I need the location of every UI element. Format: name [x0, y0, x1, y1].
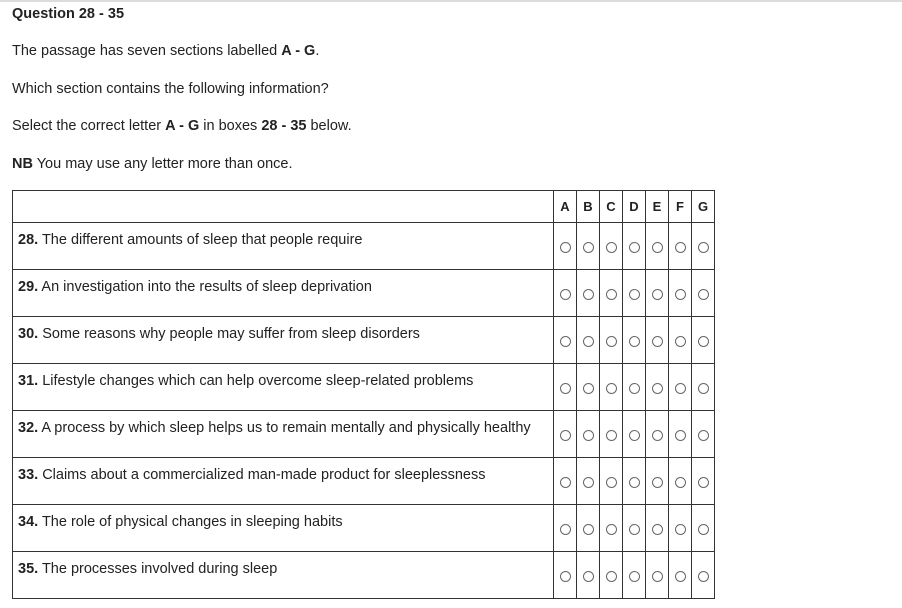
radio-b[interactable] — [583, 477, 594, 488]
letter-header-e: E — [646, 191, 669, 223]
radio-e[interactable] — [652, 383, 663, 394]
instructions-block — [12, 5, 892, 173]
radio-c[interactable] — [606, 336, 617, 347]
radio-b[interactable] — [583, 524, 594, 535]
grid-header-row — [13, 191, 715, 223]
radio-d[interactable] — [629, 524, 640, 535]
radio-g[interactable] — [698, 336, 709, 347]
answer-cell[interactable] — [646, 411, 669, 458]
answer-cell[interactable] — [669, 223, 692, 270]
answer-cell[interactable] — [692, 317, 715, 364]
radio-d[interactable] — [629, 477, 640, 488]
radio-a[interactable] — [560, 336, 571, 347]
answer-cell[interactable] — [554, 505, 577, 552]
question-row — [13, 458, 715, 505]
question-column-header — [13, 191, 554, 223]
radio-e[interactable] — [652, 571, 663, 582]
radio-f[interactable] — [675, 477, 686, 488]
answer-cell[interactable] — [623, 270, 646, 317]
radio-c[interactable] — [606, 383, 617, 394]
answer-cell[interactable] — [554, 364, 577, 411]
radio-g[interactable] — [698, 524, 709, 535]
answer-cell[interactable] — [554, 223, 577, 270]
letter-header-c: C — [600, 191, 623, 223]
answer-cell[interactable] — [646, 458, 669, 505]
answer-cell[interactable] — [646, 317, 669, 364]
radio-e[interactable] — [652, 289, 663, 300]
question-row — [13, 505, 715, 552]
question-text: The different amounts of sleep that people require — [38, 232, 363, 248]
answer-cell[interactable] — [600, 458, 623, 505]
letter-header-d: D — [623, 191, 646, 223]
radio-a[interactable] — [560, 477, 571, 488]
matching-grid — [12, 190, 715, 599]
question-text: The processes involved during sleep — [38, 561, 278, 577]
radio-c[interactable] — [606, 571, 617, 582]
answer-cell[interactable] — [577, 458, 600, 505]
radio-e[interactable] — [652, 336, 663, 347]
question-text: An investigation into the results of sleep deprivation — [38, 279, 372, 295]
answer-cell[interactable] — [646, 552, 669, 599]
radio-e[interactable] — [652, 242, 663, 253]
question-text: Lifestyle changes which can help overcome sleep-related problems — [38, 373, 474, 389]
radio-d[interactable] — [629, 289, 640, 300]
radio-b[interactable] — [583, 336, 594, 347]
letter-header-b: B — [577, 191, 600, 223]
answer-cell[interactable] — [669, 552, 692, 599]
answer-cell[interactable] — [692, 552, 715, 599]
question-text-cell — [13, 223, 554, 270]
question-text: A process by which sleep helps us to remain mentally and physically healthy — [38, 420, 531, 436]
radio-e[interactable] — [652, 477, 663, 488]
radio-e[interactable] — [652, 430, 663, 441]
radio-c[interactable] — [606, 242, 617, 253]
answer-cell[interactable] — [646, 270, 669, 317]
question-row — [13, 552, 715, 599]
question-text: Some reasons why people may suffer from sleep disorders — [38, 326, 420, 342]
answer-cell[interactable] — [669, 458, 692, 505]
radio-a[interactable] — [560, 242, 571, 253]
radio-b[interactable] — [583, 430, 594, 441]
answer-cell[interactable] — [554, 458, 577, 505]
radio-b[interactable] — [583, 571, 594, 582]
answer-cell[interactable] — [669, 317, 692, 364]
radio-c[interactable] — [606, 289, 617, 300]
radio-g[interactable] — [698, 289, 709, 300]
instruction-question: Which section contains the following information? — [12, 81, 329, 97]
radio-f[interactable] — [675, 336, 686, 347]
question-text: The role of physical changes in sleeping habits — [38, 514, 343, 530]
answer-cell[interactable] — [623, 364, 646, 411]
answer-cell[interactable] — [646, 364, 669, 411]
question-number: 28. — [18, 232, 39, 248]
question-text-cell — [13, 364, 554, 411]
answer-cell[interactable] — [577, 505, 600, 552]
radio-g[interactable] — [698, 242, 709, 253]
radio-e[interactable] — [652, 524, 663, 535]
radio-f[interactable] — [675, 383, 686, 394]
radio-f[interactable] — [675, 524, 686, 535]
letter-header-g: G — [692, 191, 715, 223]
radio-c[interactable] — [606, 524, 617, 535]
answer-cell[interactable] — [623, 411, 646, 458]
radio-f[interactable] — [675, 430, 686, 441]
radio-f[interactable] — [675, 571, 686, 582]
radio-d[interactable] — [629, 571, 640, 582]
answer-cell[interactable] — [554, 552, 577, 599]
answer-cell[interactable] — [577, 411, 600, 458]
question-row — [13, 411, 715, 458]
answer-cell[interactable] — [577, 223, 600, 270]
radio-a[interactable] — [560, 289, 571, 300]
question-row — [13, 223, 715, 270]
answer-cell[interactable] — [577, 317, 600, 364]
answer-cell[interactable] — [600, 317, 623, 364]
radio-c[interactable] — [606, 477, 617, 488]
question-text-cell — [13, 458, 554, 505]
question-text-cell — [13, 552, 554, 599]
answer-cell[interactable] — [623, 317, 646, 364]
question-row — [13, 317, 715, 364]
question-text-cell — [13, 270, 554, 317]
answer-cell[interactable] — [692, 270, 715, 317]
answer-cell[interactable] — [600, 270, 623, 317]
answer-cell[interactable] — [623, 552, 646, 599]
instruction-note: NB You may use any letter more than once. — [12, 156, 293, 172]
question-number: 35. — [18, 561, 39, 577]
answer-cell[interactable] — [692, 458, 715, 505]
answer-cell[interactable] — [600, 552, 623, 599]
answer-cell[interactable] — [623, 505, 646, 552]
question-range-title: Question 28 - 35 — [12, 6, 125, 22]
instruction-select: Select the correct letter A - G in boxes 28 - 35 below. — [12, 118, 352, 134]
radio-g[interactable] — [698, 383, 709, 394]
answer-cell[interactable] — [669, 270, 692, 317]
answer-cell[interactable] — [623, 458, 646, 505]
answer-cell[interactable] — [646, 223, 669, 270]
radio-a[interactable] — [560, 383, 571, 394]
answer-cell[interactable] — [577, 364, 600, 411]
question-number: 33. — [18, 467, 39, 483]
radio-b[interactable] — [583, 289, 594, 300]
answer-cell[interactable] — [669, 505, 692, 552]
answer-cell[interactable] — [577, 552, 600, 599]
radio-b[interactable] — [583, 383, 594, 394]
question-number: 32. — [18, 420, 39, 436]
question-number: 34. — [18, 514, 39, 530]
question-text: Claims about a commercialized man-made product for sleeplessness — [38, 467, 486, 483]
radio-d[interactable] — [629, 430, 640, 441]
answer-cell[interactable] — [577, 270, 600, 317]
answer-cell[interactable] — [692, 505, 715, 552]
answer-cell[interactable] — [692, 364, 715, 411]
radio-a[interactable] — [560, 571, 571, 582]
radio-d[interactable] — [629, 336, 640, 347]
question-text-cell — [13, 317, 554, 364]
answer-cell[interactable] — [623, 223, 646, 270]
question-number: 30. — [18, 326, 39, 342]
radio-a[interactable] — [560, 524, 571, 535]
answer-cell[interactable] — [600, 364, 623, 411]
radio-b[interactable] — [583, 242, 594, 253]
radio-a[interactable] — [560, 430, 571, 441]
question-number: 31. — [18, 373, 39, 389]
letter-header-a: A — [554, 191, 577, 223]
answer-cell[interactable] — [554, 270, 577, 317]
instruction-sections: The passage has seven sections labelled A - G. — [12, 43, 320, 59]
answer-cell[interactable] — [554, 317, 577, 364]
answer-cell[interactable] — [646, 505, 669, 552]
answer-cell[interactable] — [669, 364, 692, 411]
radio-d[interactable] — [629, 242, 640, 253]
question-row — [13, 270, 715, 317]
question-row — [13, 364, 715, 411]
answer-cell[interactable] — [669, 411, 692, 458]
answer-cell[interactable] — [692, 223, 715, 270]
answer-cell[interactable] — [600, 505, 623, 552]
answer-cell[interactable] — [600, 411, 623, 458]
radio-g[interactable] — [698, 571, 709, 582]
answer-cell[interactable] — [600, 223, 623, 270]
question-number: 29. — [18, 279, 39, 295]
radio-g[interactable] — [698, 477, 709, 488]
radio-f[interactable] — [675, 242, 686, 253]
radio-g[interactable] — [698, 430, 709, 441]
answer-cell[interactable] — [692, 411, 715, 458]
top-divider — [0, 0, 902, 2]
letter-header-f: F — [669, 191, 692, 223]
question-text-cell — [13, 411, 554, 458]
answer-cell[interactable] — [554, 411, 577, 458]
radio-c[interactable] — [606, 430, 617, 441]
radio-f[interactable] — [675, 289, 686, 300]
radio-d[interactable] — [629, 383, 640, 394]
question-text-cell — [13, 505, 554, 552]
